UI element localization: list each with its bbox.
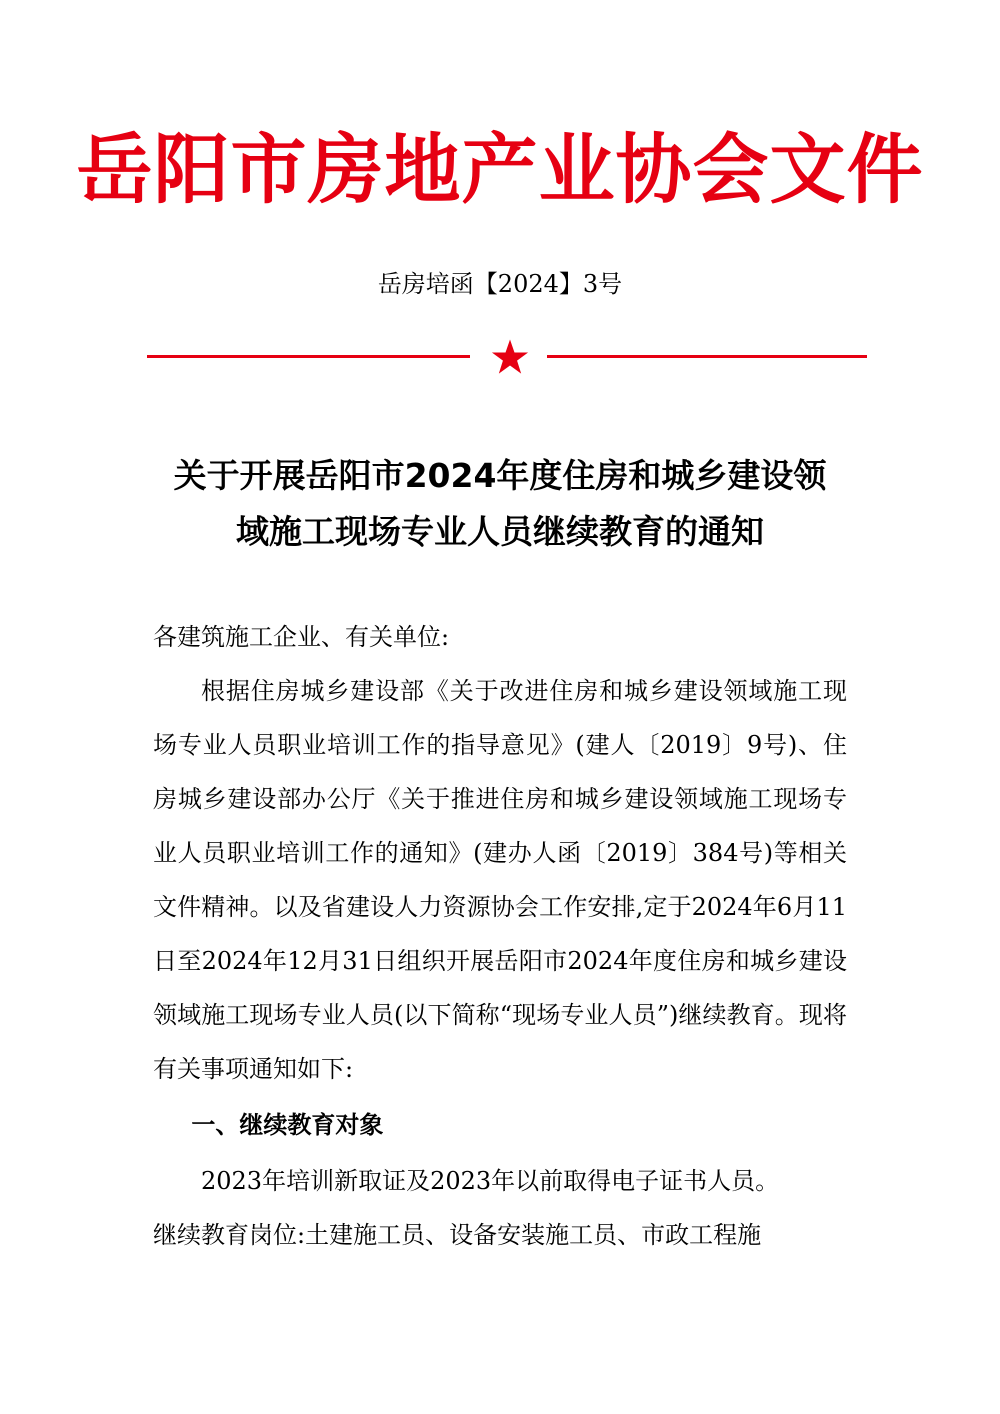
paragraph-target-personnel: 2023年培训新取证及2023年以前取得电子证书人员。 (201, 1167, 780, 1195)
red-divider-left (147, 355, 470, 358)
org-masthead-title: 岳阳市房地产业协会文件 (76, 125, 924, 214)
notice-body (153, 610, 847, 1262)
notice-title-line-2: 域施工现场专业人员继续教育的通知 (236, 512, 764, 551)
section-heading-1: 一、继续教育对象 (191, 1111, 384, 1139)
document-number: 岳房培函【2024】3号 (377, 270, 623, 298)
salutation: 各建筑施工企业、有关单位: (153, 623, 450, 651)
notice-title (120, 448, 880, 560)
notice-title-line-1: 关于开展岳阳市2024年度住房和城乡建设领 (173, 456, 827, 495)
paragraph-positions: 继续教育岗位:土建施工员、设备安装施工员、市政工程施 (153, 1221, 762, 1249)
red-star-icon (491, 338, 529, 376)
paragraph-background: 根据住房城乡建设部《关于改进住房和城乡建设领域施工现场专业人员职业培训工作的指导意见》(建人〔2019〕9号)、住房城乡建设部办公厅《关于推进住房和城乡建设领域施工现场专业人员职业培训工作的通知》(建办人函〔2019〕384号)等相关文件精神。以及省建设人力资源协会工作安排,定于2024年6月11日至2024年12月31日组织开展岳阳市2024年度住房和城乡建设领域施工现场专业人员(以下简称“现场专业人员”)继续教育。现将有关事项通知如下: (153, 677, 847, 1083)
red-divider-right (547, 355, 867, 358)
